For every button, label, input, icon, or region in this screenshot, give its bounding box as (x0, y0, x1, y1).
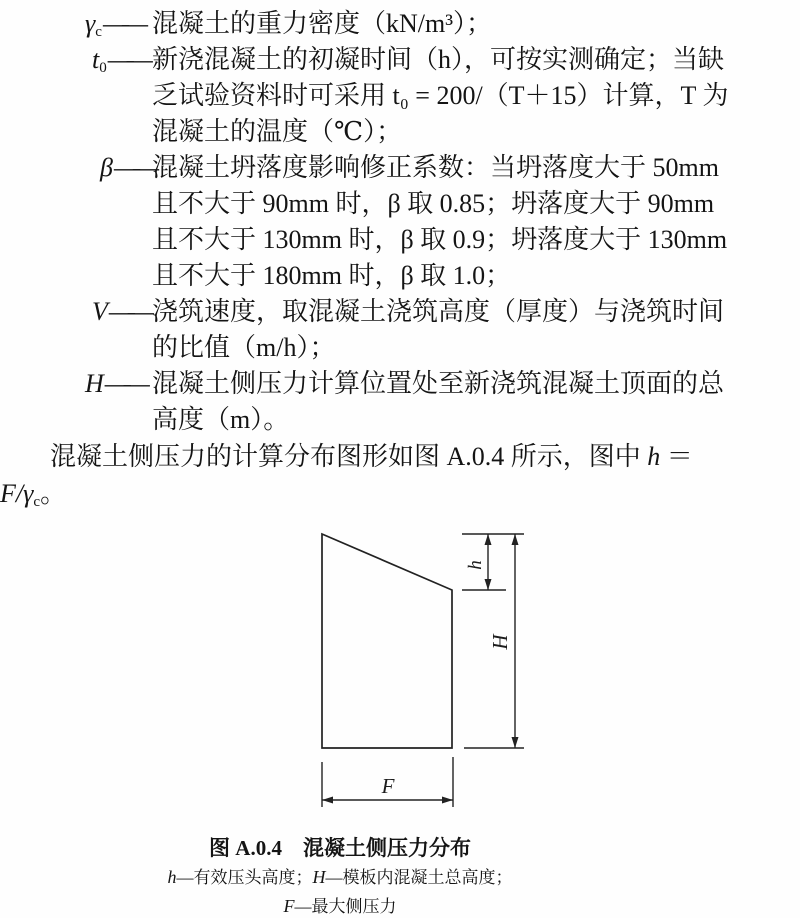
definition-h-total (0, 366, 800, 438)
definition-text: 乏试验资料时可采用 t₀ = 200/（T＋15）计算，T 为 (152, 81, 729, 110)
definition-text: 且不大于 180mm 时，β 取 1.0； (152, 261, 512, 290)
figure-captions (0, 833, 680, 921)
symbol-letter: β (100, 153, 113, 182)
symbol-t0 (92, 42, 146, 86)
symbol-subscript: c (33, 493, 41, 510)
definition-text: 的比值（m/h）； (152, 333, 336, 362)
definition-v (0, 294, 800, 366)
symbol-definitions (0, 0, 800, 438)
legend-text: —最大侧压力 (294, 896, 397, 916)
arrowhead-up (512, 534, 519, 545)
legend-symbol-F: F (283, 895, 295, 916)
arrowhead-right (442, 796, 453, 803)
inline-symbol-h: h (647, 442, 661, 471)
pressure-shape (322, 534, 452, 748)
definition-t0 (0, 42, 800, 150)
definition-text: 且不大于 130mm 时，β 取 0.9；坍落度大于 130mm (152, 225, 728, 254)
symbol-letter: γ (85, 9, 96, 38)
arrowhead-left (322, 796, 333, 803)
symbol-subscript: c (95, 23, 102, 40)
definition-text: 且不大于 90mm 时，β 取 0.85；坍落度大于 90mm (152, 189, 715, 218)
definition-dash: —— (108, 297, 147, 326)
symbol-v (92, 294, 147, 338)
body-paragraph (0, 438, 800, 521)
dim-label-H: H (488, 634, 512, 650)
symbol-letter: H (85, 369, 104, 398)
paragraph-line (0, 475, 800, 521)
definition-gamma-c (0, 6, 800, 42)
legend-symbol-h: h (167, 866, 177, 887)
symbol-letter: t (92, 45, 100, 74)
dim-label-F: F (381, 773, 395, 798)
definition-text: 混凝土侧压力计算位置处至新浇筑混凝土顶面的总 (152, 369, 725, 398)
figure-title: 图 A.0.4 混凝土侧压力分布 (209, 835, 471, 860)
symbol-letter: V (92, 297, 108, 326)
arrowhead-down (512, 737, 519, 748)
figure-legend-line1 (0, 863, 680, 892)
pressure-distribution-drawing (0, 521, 800, 819)
legend-text: —模板内混凝土总高度； (325, 867, 513, 887)
symbol-h-total (85, 366, 143, 410)
dim-label-h: h (465, 560, 486, 570)
symbol-subscript: 0 (99, 59, 107, 76)
paragraph-text: 混凝土侧压力的计算分布图形如图 A.0.4 所示，图中 (50, 442, 648, 471)
paragraph-text: 。 (40, 479, 67, 508)
figure-legend-line2 (0, 892, 680, 921)
legend-text: —有效压头高度； (176, 867, 313, 887)
arrowhead-up (485, 534, 492, 545)
definition-text: 混凝土坍落度影响修正系数：当坍落度大于 50mm (152, 153, 719, 182)
definition-dash: —— (113, 153, 152, 182)
definition-dash: —— (107, 45, 146, 74)
paragraph-line (0, 438, 800, 475)
paragraph-text: ＝ (660, 442, 693, 471)
definition-text: 新浇混凝土的初凝时间（h），可按实测确定；当缺 (152, 45, 725, 74)
definition-text: 混凝土的温度（℃）； (152, 117, 403, 146)
definition-text: 高度（m）。 (152, 405, 290, 434)
inline-symbol-f-gamma: F/γ (0, 479, 34, 508)
definition-beta (0, 150, 800, 294)
figure-diagram (0, 521, 800, 819)
definition-dash: —— (102, 9, 141, 38)
symbol-beta (100, 150, 152, 194)
definition-text: 混凝土的重力密度（kN/m³）； (152, 9, 493, 38)
arrowhead-down (485, 579, 492, 590)
definition-dash: —— (104, 369, 143, 398)
legend-symbol-H: H (312, 866, 326, 887)
definition-text: 浇筑速度，取混凝土浇筑高度（厚度）与浇筑时间 (152, 297, 725, 326)
